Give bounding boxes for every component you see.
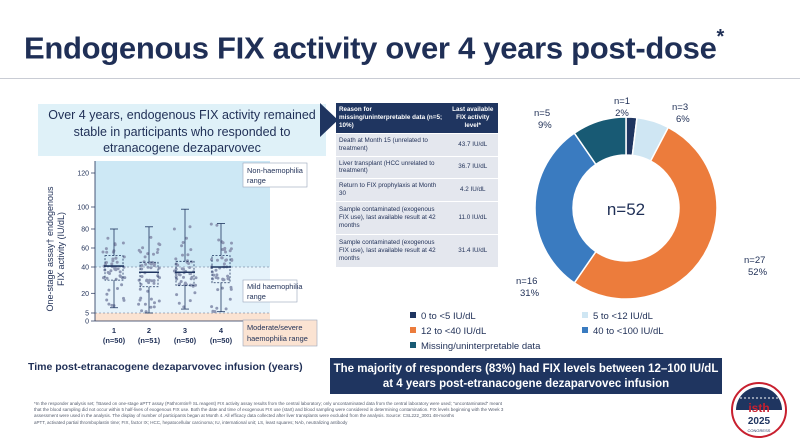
y-tick-label: 40: [81, 264, 89, 272]
data-point: [217, 239, 220, 242]
data-point: [144, 255, 147, 258]
slice-pct-label: 31%: [520, 288, 540, 299]
x-axis-title: Time post-etranacogene dezaparvovec infusion (years): [28, 361, 303, 373]
data-point: [210, 305, 213, 308]
slice-n-label: n=3: [672, 102, 689, 113]
x-tick-n-label: (n=50): [173, 336, 197, 345]
data-point: [106, 277, 109, 280]
data-point: [157, 242, 160, 245]
slice-pct-label: 52%: [748, 267, 768, 278]
data-point: [195, 276, 198, 279]
data-point: [141, 246, 144, 249]
data-point: [153, 305, 156, 308]
data-point: [149, 236, 152, 239]
data-point: [153, 262, 156, 265]
data-point: [225, 307, 228, 310]
data-point: [174, 257, 177, 260]
data-point: [175, 293, 178, 296]
data-point: [149, 306, 152, 309]
data-point: [110, 262, 113, 265]
data-point: [158, 276, 161, 279]
data-point: [214, 310, 217, 313]
data-point: [138, 249, 141, 252]
data-point: [143, 260, 146, 263]
title-divider: [0, 78, 800, 79]
slice-n-label: n=1: [613, 96, 631, 107]
data-point: [210, 258, 213, 261]
data-point: [189, 248, 192, 251]
data-point: [230, 259, 233, 262]
data-point: [139, 299, 142, 302]
data-point: [194, 284, 197, 287]
data-point: [182, 276, 185, 279]
x-tick-label: 2: [146, 326, 152, 335]
data-point: [178, 283, 181, 286]
y-tick-label: 5: [85, 310, 89, 318]
y-tick-label: 20: [81, 290, 89, 298]
x-tick-n-label: (n=51): [137, 336, 161, 345]
slice-pct-label: 2%: [615, 108, 629, 119]
summary-line1: The majority of responders (83%) had FIX levels between 12–100 IU/dL: [333, 363, 719, 375]
data-point: [109, 269, 112, 272]
data-point: [227, 277, 230, 280]
footnote-line: *In the responder analysis set; †Based on one-stage aPTT assay (Pathromtin® SL reagent) FIX activity assay results from the central laboratory; only uncontaminated data from the central laboratory were used; "uncontaminated" meant: [34, 401, 503, 406]
data-point: [173, 228, 176, 231]
data-point: [215, 273, 218, 276]
data-point: [215, 276, 218, 279]
key-finding-callout: Over 4 years, endogenous FIX activity remained stable in participants who responded to etranacogene dezaparvovec: [38, 104, 326, 156]
row-level: 43.7 IU/dL: [448, 134, 498, 157]
data-point: [105, 299, 108, 302]
slide-title: [24, 26, 724, 66]
data-point: [153, 282, 156, 285]
legend-item: [410, 341, 540, 352]
data-point: [152, 253, 155, 256]
data-point: [223, 262, 226, 265]
mild-label-l2: range: [247, 292, 266, 301]
data-point: [105, 247, 108, 250]
data-point: [190, 277, 193, 280]
fix-activity-scatter-chart: [38, 157, 326, 357]
legend-item: [410, 326, 486, 337]
data-point: [180, 244, 183, 247]
data-point: [216, 259, 219, 262]
moderate-label-l2: haemophilia range: [247, 334, 308, 343]
data-point: [150, 298, 153, 301]
summary-line2: at 4 years post-etranacogene dezaparvovec infusion: [382, 377, 670, 390]
data-point: [210, 223, 213, 226]
x-tick-n-label: (n=50): [102, 336, 126, 345]
legend-label: 12 to <40 IU/dL: [421, 326, 487, 337]
data-point: [105, 293, 108, 296]
data-point: [106, 237, 109, 240]
table-row: [336, 179, 498, 202]
legend-swatch: [410, 342, 416, 348]
footnote-line: assessment were used in the analysis. The display of number of participants began at Month 4. All efficacy data collected after liver transplants were excluded from the analysis. Source: CSL222_3001 48-months: [34, 413, 455, 419]
non-haemophilia-label-l1: Non-haemophilia: [247, 166, 303, 175]
data-point: [185, 237, 188, 240]
y-tick-label: 100: [77, 204, 89, 212]
data-point: [144, 263, 147, 266]
legend-item: [582, 311, 653, 322]
x-tick-label: 1: [111, 326, 117, 335]
data-point: [216, 288, 219, 291]
row-level: 4.2 IU/dL: [448, 179, 498, 202]
logo-brand: isth: [748, 401, 770, 415]
data-point: [156, 251, 159, 254]
data-point: [140, 264, 143, 267]
data-point: [141, 275, 144, 278]
mild-label-l1: Mild haemophilia: [247, 282, 303, 291]
data-point: [110, 304, 113, 307]
data-point: [212, 274, 215, 277]
title-footnote-mark: *: [716, 26, 724, 48]
data-point: [193, 291, 196, 294]
table-row: [336, 234, 498, 267]
data-point: [230, 286, 233, 289]
data-point: [190, 260, 193, 263]
legend-swatch: [410, 312, 416, 318]
data-point: [102, 276, 105, 279]
data-point: [156, 248, 159, 251]
data-point: [223, 248, 226, 251]
data-point: [122, 297, 125, 300]
data-point: [187, 262, 190, 265]
fix-level-donut-chart: [500, 96, 768, 308]
data-point: [182, 268, 185, 271]
table-row: [336, 201, 498, 234]
data-point: [230, 242, 233, 245]
row-reason: Death at Month 15 (unrelated to treatment): [336, 134, 448, 157]
data-point: [108, 272, 111, 275]
data-point: [105, 261, 108, 264]
data-point: [150, 262, 153, 265]
missing-data-table: [336, 103, 498, 267]
data-point: [230, 247, 233, 250]
legend-swatch: [582, 312, 588, 318]
non-haemophilia-label-l2: range: [247, 176, 266, 185]
data-point: [102, 251, 105, 254]
data-point: [221, 278, 224, 281]
logo-year: 2025: [747, 416, 771, 427]
data-point: [180, 280, 183, 283]
row-reason: Sample contaminated (exogenous FIX use), last available result at 42 months: [336, 234, 448, 267]
row-level: 31.4 IU/dL: [448, 234, 498, 267]
data-point: [215, 307, 218, 310]
slice-n-label: n=5: [534, 108, 551, 119]
data-point: [215, 224, 218, 227]
data-point: [189, 299, 192, 302]
data-point: [215, 269, 218, 272]
data-point: [120, 283, 123, 286]
data-point: [140, 267, 143, 270]
data-point: [122, 242, 125, 245]
legend-swatch: [410, 327, 416, 333]
y-tick-label: 120: [77, 170, 89, 178]
legend-label: 0 to <5 IU/dL: [421, 311, 476, 322]
data-point: [105, 251, 108, 254]
header-reason: Reason for missing/uninterpretable data (n=5; 10%): [336, 103, 448, 134]
table-header-row: [336, 103, 498, 134]
data-point: [149, 266, 152, 269]
moderate-label-l1: Moderate/severe: [247, 323, 303, 332]
y-axis-title-line2: FIX activity (IU/dL): [56, 211, 66, 287]
header-level: Last available FIX activity level*: [448, 103, 498, 134]
donut-center-label: n=52: [606, 200, 646, 219]
data-point: [188, 266, 191, 269]
row-reason: Sample contaminated (exogenous FIX use), last available result at 42 months: [336, 201, 448, 234]
summary-banner: [330, 358, 722, 394]
data-point: [182, 241, 185, 244]
data-point: [221, 256, 224, 259]
slice-pct-label: 9%: [538, 120, 552, 131]
data-point: [140, 309, 143, 312]
row-reason: Return to FIX prophylaxis at Month 30: [336, 179, 448, 202]
data-point: [158, 300, 161, 303]
data-point: [107, 303, 110, 306]
data-point: [147, 266, 150, 269]
footnote-line: aPTT, activated partial thromboplastin time; FIX, factor IX; HCC, hepatocellular carcinoma; IU, international unit; LS, least squares; NAb, neutralizing antibody: [34, 419, 348, 425]
footnote-line: that the blood sampling did not occur within 5 half-lives of exogenous FIX use. Both the date and time of exogenous FIX use (start) and blood sampling were considered in determining contamination. FIX levels beginning with the Week 3: [34, 407, 504, 413]
legend-swatch: [582, 327, 588, 333]
slice-pct-label: 6%: [676, 114, 690, 125]
table-row: [336, 134, 498, 157]
legend-label: 5 to <12 IU/dL: [593, 311, 653, 322]
slice-n-label: n=27: [744, 255, 766, 266]
data-point: [179, 273, 182, 276]
data-point: [211, 277, 214, 280]
data-point: [226, 275, 229, 278]
data-point: [178, 302, 181, 305]
data-point: [224, 259, 227, 262]
data-point: [113, 268, 116, 271]
y-tick-label: 80: [81, 226, 89, 234]
table-row: [336, 156, 498, 179]
row-level: 36.7 IU/dL: [448, 156, 498, 179]
x-tick-label: 3: [182, 326, 188, 335]
slice-n-label: n=16: [516, 276, 538, 287]
x-tick-label: 4: [218, 326, 224, 335]
data-point: [111, 259, 114, 262]
data-point: [144, 303, 147, 306]
donut-slice: [535, 133, 596, 283]
row-level: 11.0 IU/dL: [448, 201, 498, 234]
slide-title-text: Endogenous FIX activity over 4 years post-dose: [24, 30, 717, 66]
data-point: [114, 257, 117, 260]
footnotes: [34, 401, 712, 426]
data-point: [119, 270, 122, 273]
data-point: [153, 301, 156, 304]
y-tick-label: 60: [81, 245, 89, 253]
scatter-svg: [38, 157, 326, 357]
legend-item: [410, 311, 476, 322]
data-point: [107, 289, 110, 292]
data-point: [139, 288, 142, 291]
data-point: [229, 298, 232, 301]
isth-2025-logo: [730, 380, 788, 440]
data-point: [181, 254, 184, 257]
data-point: [137, 303, 140, 306]
data-point: [186, 253, 189, 256]
data-point: [116, 261, 119, 264]
legend-label: Missing/uninterpretable data: [421, 341, 541, 352]
row-reason: Liver transplant (HCC unrelated to treatment): [336, 156, 448, 179]
x-tick-n-label: (n=50): [209, 336, 233, 345]
data-point: [121, 276, 124, 279]
y-axis-title-line1: One-stage assay† endogenous: [45, 186, 55, 312]
logo-caption: CONGRESS: [747, 428, 771, 433]
data-point: [148, 279, 151, 282]
legend-label: 40 to <100 IU/dL: [593, 326, 664, 337]
data-point: [189, 225, 192, 228]
data-point: [116, 287, 119, 290]
legend-item: [582, 326, 664, 337]
y-tick-label: 0: [85, 318, 89, 326]
